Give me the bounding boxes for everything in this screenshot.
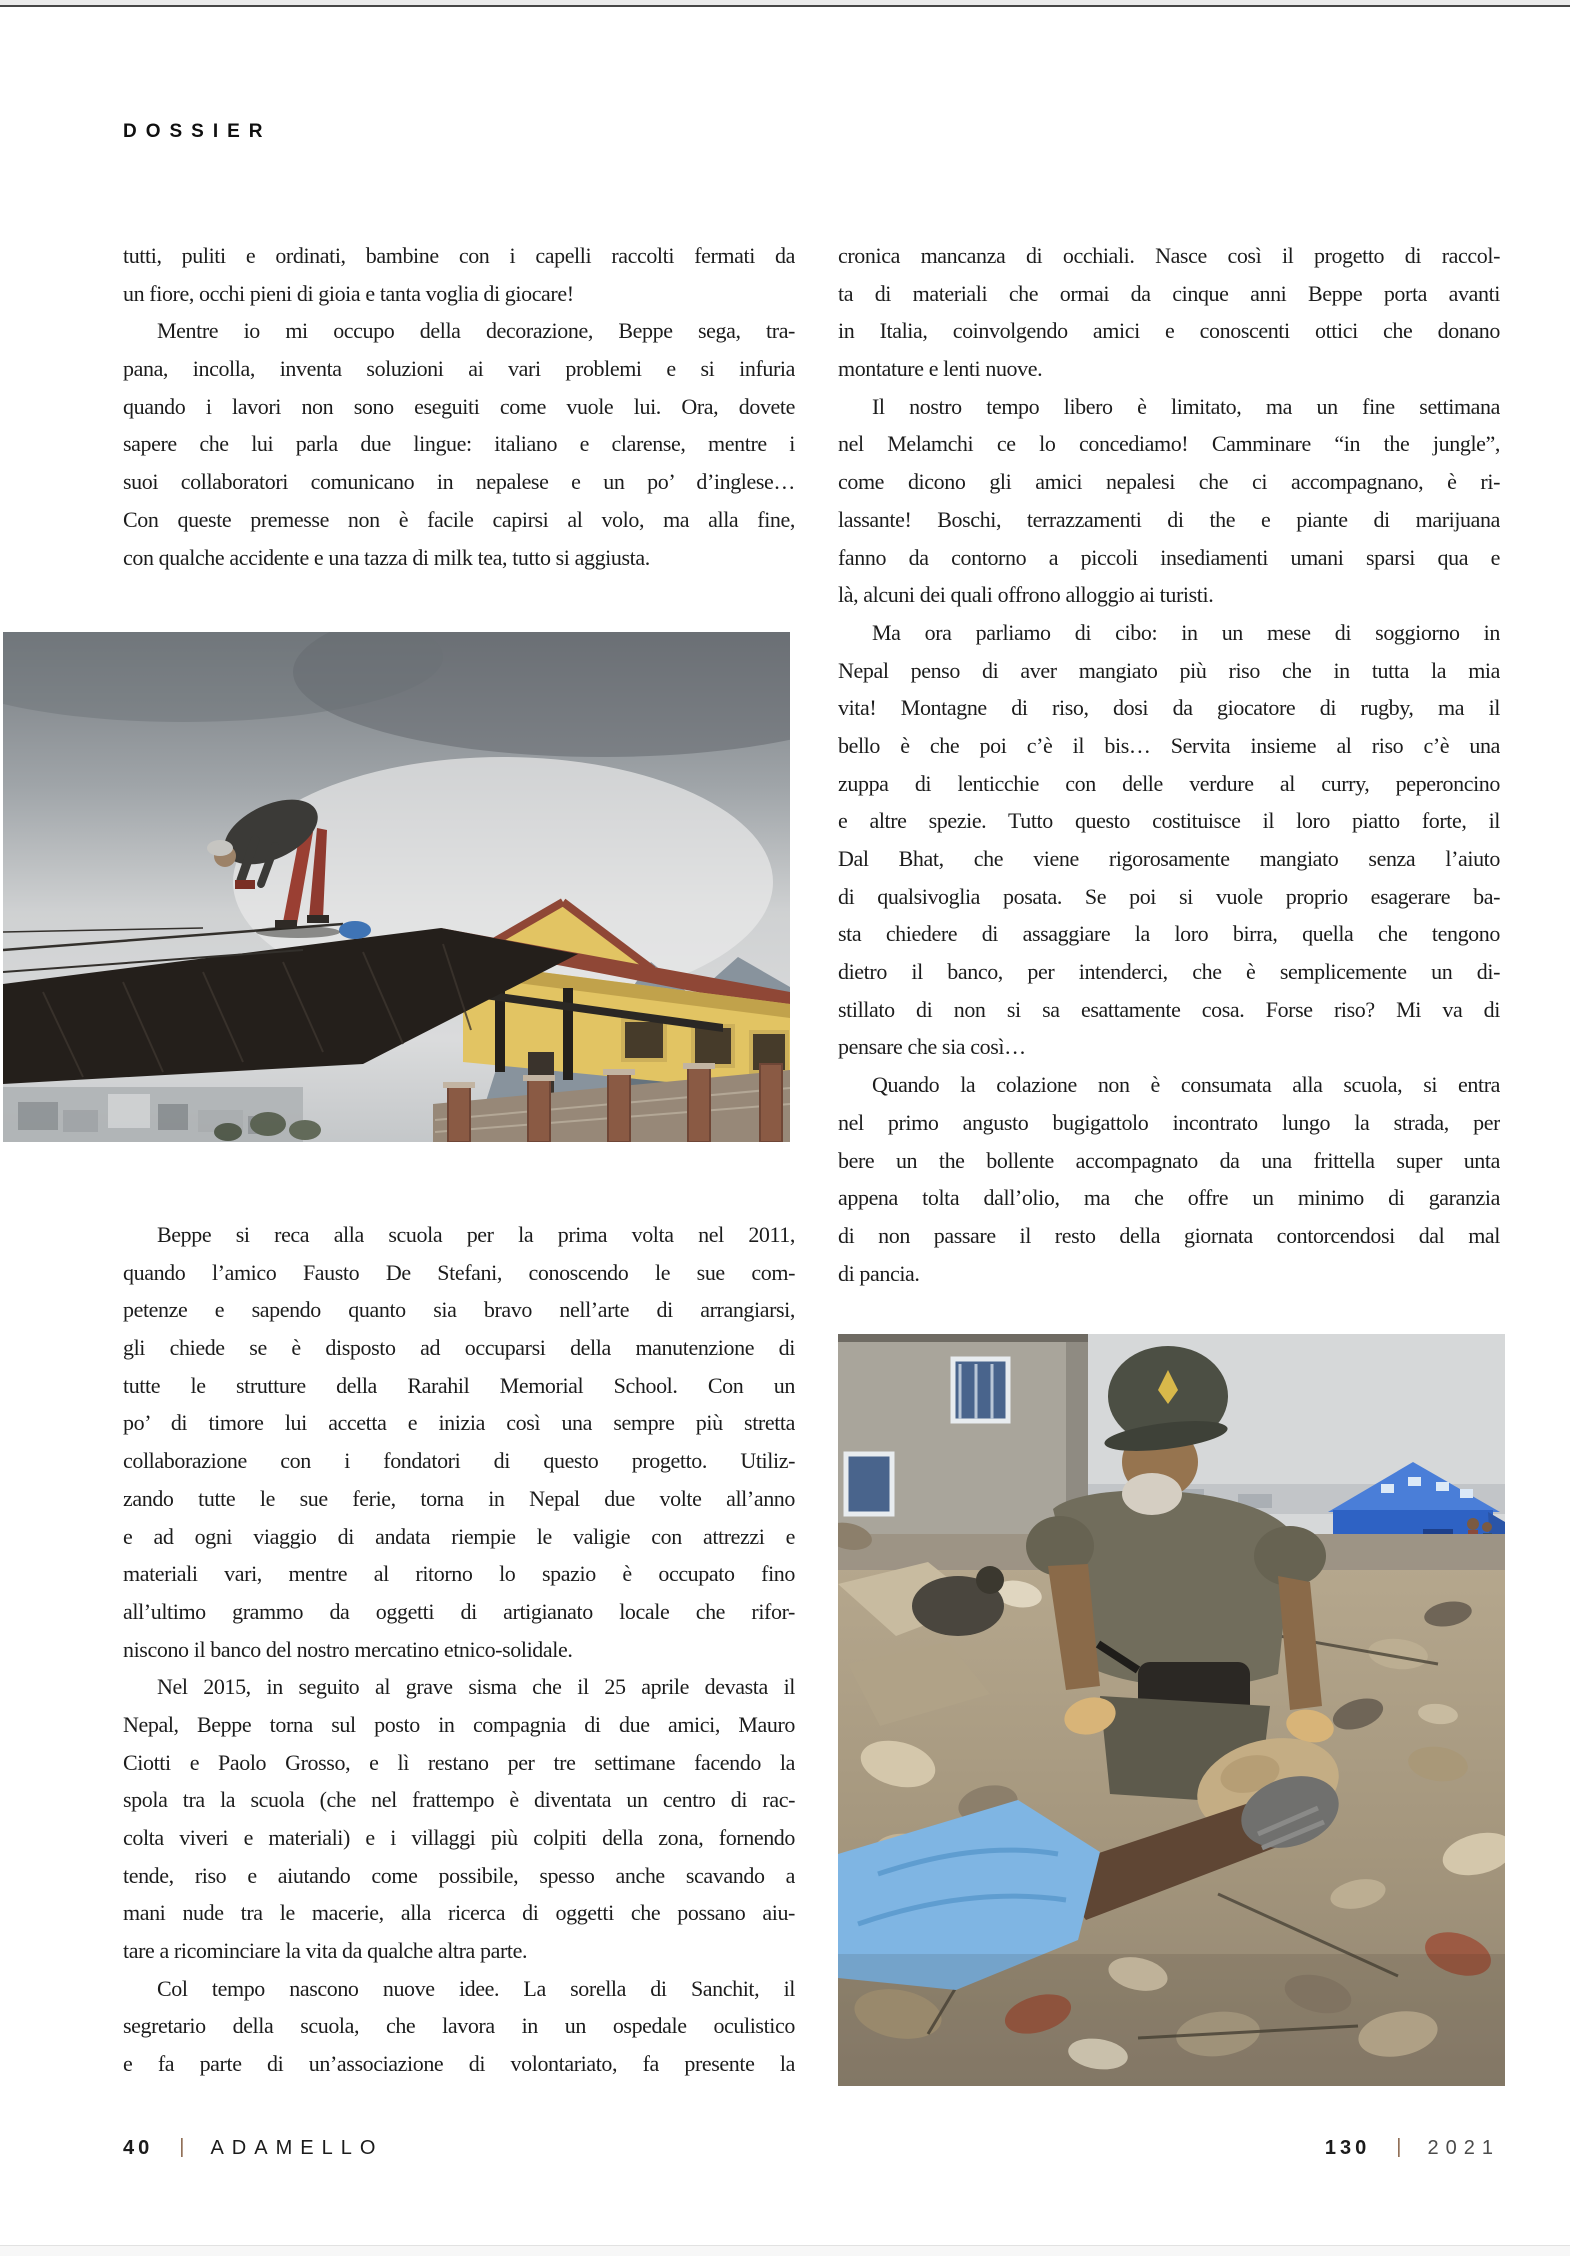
body-text-line: cronica mancanza di occhiali. Nasce così il progetto di raccol- bbox=[838, 243, 1500, 268]
body-text-line: montature e lenti nuove. bbox=[838, 356, 1043, 382]
body-text-line: po’ di timore lui accetta e inizia così una sempre più stretta bbox=[123, 1410, 795, 1436]
photo-roof-work bbox=[3, 632, 790, 1142]
body-text-line: suoi collaboratori comunicano in nepalese e un po’ d’inglese… bbox=[123, 469, 795, 495]
worker-cap bbox=[207, 840, 233, 856]
body-text-line: mani nude tra le macerie, alla ricerca di oggetti che possano aiu- bbox=[123, 1900, 795, 1926]
body-text-line: petenze e sapendo quanto sia bravo nell’arte di arrangiarsi, bbox=[123, 1297, 795, 1323]
body-text-line: vita! Montagne di riso, dosi da giocatore di rugby, ma il bbox=[838, 695, 1500, 721]
issue-year: 2021 bbox=[1427, 2136, 1500, 2159]
body-text-line: e fa parte di un’associazione di volontariato, fa presente la bbox=[123, 2051, 795, 2077]
body-text-line: ta di materiali che ormai da cinque anni Beppe porta avanti bbox=[838, 280, 1500, 306]
body-text-line: tutte le strutture della Rarahil Memorial School. Con un bbox=[123, 1372, 795, 1398]
body-text-line: sta chiedere di assaggiare la loro birra, quella che tengono bbox=[838, 921, 1500, 947]
body-text-line: Col tempo nascono nuove idee. La sorella di Sanchit, il bbox=[157, 1975, 795, 2001]
roof-work-illustration bbox=[3, 632, 790, 1142]
rescuer-beard bbox=[1122, 1473, 1182, 1515]
body-text-line: colta viveri e materiali) e i villaggi più colpiti della zona, fornendo bbox=[123, 1825, 795, 1850]
body-text-line: in Italia, coinvolgendo amici e conoscenti ottici che donano bbox=[838, 318, 1500, 344]
body-text-line: con qualche accidente e una tazza di milk tea, tutto si aggiusta. bbox=[123, 544, 650, 570]
body-text-line: di pancia. bbox=[838, 1260, 920, 1286]
body-text-line: e altre spezie. Tutto questo costituisce il loro piatto forte, il bbox=[838, 808, 1500, 834]
section-kicker: DOSSIER bbox=[123, 121, 272, 142]
body-text-line: Ciotti e Paolo Grosso, e lì restano per tre settimane facendo la bbox=[123, 1749, 795, 1775]
body-text-line: stillato di non si sa esattamente cosa. Forse riso? Mi va di bbox=[838, 996, 1500, 1022]
body-text-line: Mentre io mi occupo della decorazione, Beppe sega, tra- bbox=[157, 318, 795, 344]
body-text-line: gli chiede se è disposto ad occuparsi della manutenzione di bbox=[123, 1335, 795, 1361]
blue-tarp bbox=[339, 921, 371, 939]
footer-divider: | bbox=[1396, 2135, 1402, 2158]
body-text-line: Dal Bhat, che viene rigorosamente mangiato senza l’aiuto bbox=[838, 846, 1500, 871]
body-text-line: segretario della scuola, che lavora in un ospedale oculistico bbox=[123, 2013, 795, 2039]
footer-divider: | bbox=[179, 2135, 185, 2158]
body-text-line: niscono il banco del nostro mercatino etnico-solidale. bbox=[123, 1636, 573, 1662]
body-text-line: bello è che poi c’è il bis… Servita insieme al riso c’è una bbox=[838, 732, 1500, 758]
body-text-line: tende, riso e aiutando come possibile, spesso anche scavando a bbox=[123, 1862, 795, 1888]
body-text-line: Il nostro tempo libero è limitato, ma un fine settimana bbox=[872, 393, 1500, 419]
body-text-line: là, alcuni dei quali offrono alloggio ai turisti. bbox=[838, 582, 1214, 608]
body-text-line: all’ultimo grammo da oggetti di artigianato locale che rifor- bbox=[123, 1598, 795, 1624]
body-text-line: Nepal, Beppe torna sul posto in compagnia di due amici, Mauro bbox=[123, 1711, 795, 1737]
body-text-line: Ma ora parliamo di cibo: in un mese di soggiorno in bbox=[872, 619, 1500, 645]
rubble-illustration bbox=[838, 1334, 1505, 2086]
body-text-line: tare a ricominciare la vita da qualche altra parte. bbox=[123, 1938, 528, 1964]
page-number: 40 bbox=[123, 2136, 154, 2159]
page-top-rule bbox=[0, 5, 1570, 7]
body-text-line: nel Melamchi ce lo concediamo! Camminare “in the jungle”, bbox=[838, 431, 1500, 457]
body-text-line: Beppe si reca alla scuola per la prima volta nel 2011, bbox=[157, 1222, 795, 1247]
body-text-line: materiali vari, mentre al ritorno lo spazio è occupato fino bbox=[123, 1561, 795, 1587]
body-text-line: Con queste premesse non è facile capirsi al volo, ma alla fine, bbox=[123, 506, 795, 532]
worker-shadow bbox=[256, 926, 340, 938]
body-text-line: spola tra la scuola (che nel frattempo è diventata un centro di rac- bbox=[123, 1787, 795, 1813]
worker-shoe bbox=[307, 915, 329, 923]
body-text-line: bere un the bollente accompagnato da una frittella super unta bbox=[838, 1147, 1500, 1173]
footer-right bbox=[838, 2132, 1500, 2164]
veranda-post bbox=[563, 988, 573, 1080]
worker-drill bbox=[235, 880, 255, 889]
footer-left bbox=[123, 2132, 383, 2164]
body-text-line: quando l’amico Fausto De Stefani, conoscendo le sue com- bbox=[123, 1259, 795, 1285]
issue-number: 130 bbox=[1324, 2136, 1371, 2159]
left-column-top-text bbox=[123, 237, 795, 576]
right-column-text bbox=[838, 237, 1500, 1292]
body-text-line: fanno da contorno a piccoli insediamenti umani sparsi qua e bbox=[838, 544, 1500, 570]
body-text-line: nel primo angusto bugigattolo incontrato lungo la strada, per bbox=[838, 1109, 1500, 1135]
body-text-line: pana, incolla, inventa soluzioni ai vari problemi e si infuria bbox=[123, 356, 795, 382]
body-text-line: dietro il banco, per intenderci, che è semplicemente un di- bbox=[838, 959, 1500, 985]
body-text-line: pensare che sia così… bbox=[838, 1034, 1026, 1060]
body-text-line: Nepal penso di aver mangiato più riso che in tutta la mia bbox=[838, 657, 1500, 683]
body-text-line: Quando la colazione non è consumata alla scuola, si entra bbox=[872, 1072, 1500, 1098]
body-text-line: sapere che lui parla due lingue: italiano e clarense, mentre i bbox=[123, 431, 795, 457]
body-text-line: Nel 2015, in seguito al grave sisma che il 25 aprile devasta il bbox=[157, 1674, 795, 1700]
left-column-bottom-text bbox=[123, 1216, 795, 2083]
photo-earthquake-rubble bbox=[838, 1334, 1505, 2086]
body-text-line: quando i lavori non sono eseguiti come vuole lui. Ora, dovete bbox=[123, 393, 795, 419]
rescuer-sleeve bbox=[1254, 1526, 1326, 1586]
window bbox=[846, 1454, 892, 1514]
body-text-line: lassante! Boschi, terrazzamenti di the e piante di marijuana bbox=[838, 506, 1500, 532]
body-text-line: un fiore, occhi pieni di gioia e tanta voglia di giocare! bbox=[123, 280, 574, 306]
body-text-line: zuppa di lenticchie con delle verdure al curry, peperoncino bbox=[838, 770, 1500, 796]
worker-shoe bbox=[275, 920, 297, 928]
body-text-line: appena tolta dall’olio, ma che offre un minimo di garanzia bbox=[838, 1185, 1500, 1211]
body-text-line: e ad ogni viaggio di andata riempie le valigie con attrezzi e bbox=[123, 1523, 795, 1549]
town bbox=[3, 1087, 321, 1142]
page-bottom-strip bbox=[0, 2245, 1570, 2256]
body-text-line: di qualsivoglia posata. Se poi si vuole proprio esagerare ba- bbox=[838, 883, 1500, 909]
body-text-line: collaborazione con i fondatori di questo progetto. Utiliz- bbox=[123, 1448, 795, 1474]
magazine-name: ADAMELLO bbox=[210, 2136, 384, 2159]
body-text-line: come dicono gli amici nepalesi che ci accompagnano, è ri- bbox=[838, 469, 1500, 495]
body-text-line: di non passare il resto della giornata contorcendosi dal mal bbox=[838, 1222, 1500, 1248]
body-text-line: zando tutte le sue ferie, torna in Nepal due volte all’anno bbox=[123, 1485, 795, 1511]
body-text-line: tutti, puliti e ordinati, bambine con i capelli raccolti fermati da bbox=[123, 243, 795, 268]
